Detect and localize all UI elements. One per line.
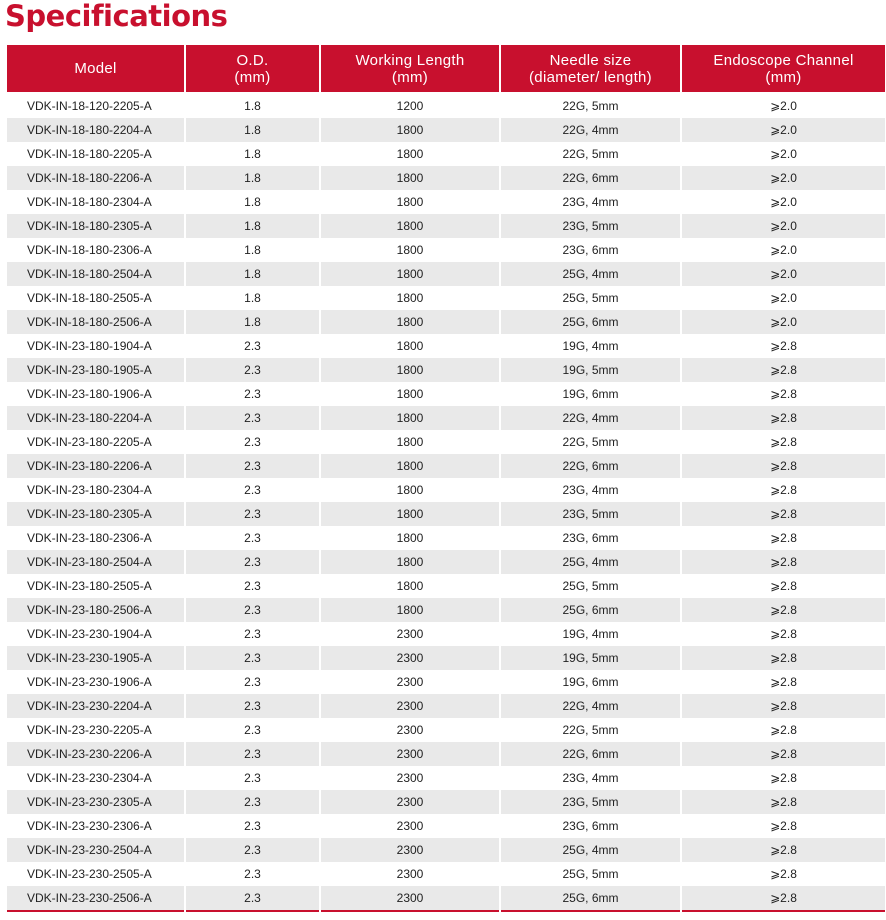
- cell-needle-size: 22G, 6mm: [501, 454, 680, 478]
- cell-od: 2.3: [186, 622, 319, 646]
- table-row: [7, 94, 885, 118]
- table-row: [7, 862, 885, 886]
- cell-od: 2.3: [186, 814, 319, 838]
- cell-working-length: 1800: [321, 526, 499, 550]
- cell-model: VDK-IN-23-230-1905-A: [7, 646, 184, 670]
- cell-endoscope-channel: ⩾2.8: [682, 670, 885, 694]
- cell-working-length: 1800: [321, 478, 499, 502]
- cell-working-length: 1800: [321, 406, 499, 430]
- cell-od: 2.3: [186, 862, 319, 886]
- table-row: [7, 790, 885, 814]
- cell-od: 2.3: [186, 718, 319, 742]
- cell-endoscope-channel: ⩾2.8: [682, 454, 885, 478]
- cell-working-length: 1800: [321, 118, 499, 142]
- table-row: [7, 358, 885, 382]
- cell-needle-size: 19G, 4mm: [501, 622, 680, 646]
- cell-endoscope-channel: ⩾2.8: [682, 718, 885, 742]
- cell-model: VDK-IN-23-180-2505-A: [7, 574, 184, 598]
- cell-endoscope-channel: ⩾2.8: [682, 886, 885, 912]
- cell-model: VDK-IN-23-180-1904-A: [7, 334, 184, 358]
- cell-od: 2.3: [186, 574, 319, 598]
- cell-model: VDK-IN-23-230-2505-A: [7, 862, 184, 886]
- cell-needle-size: 19G, 6mm: [501, 382, 680, 406]
- cell-od: 2.3: [186, 646, 319, 670]
- cell-working-length: 2300: [321, 742, 499, 766]
- cell-endoscope-channel: ⩾2.8: [682, 862, 885, 886]
- cell-od: 1.8: [186, 190, 319, 214]
- cell-model: VDK-IN-18-180-2504-A: [7, 262, 184, 286]
- header-endoscope-channel-label: Endoscope Channel: [713, 51, 854, 69]
- header-working-length-unit: (mm): [391, 68, 429, 86]
- header-od-label: O.D.: [236, 51, 269, 69]
- cell-model: VDK-IN-23-230-1904-A: [7, 622, 184, 646]
- cell-od: 1.8: [186, 214, 319, 238]
- cell-od: 1.8: [186, 118, 319, 142]
- cell-model: VDK-IN-18-180-2506-A: [7, 310, 184, 334]
- cell-od: 2.3: [186, 406, 319, 430]
- cell-working-length: 2300: [321, 766, 499, 790]
- cell-od: 1.8: [186, 94, 319, 118]
- cell-endoscope-channel: ⩾2.8: [682, 766, 885, 790]
- table-row: [7, 310, 885, 334]
- cell-needle-size: 25G, 4mm: [501, 262, 680, 286]
- table-row: [7, 646, 885, 670]
- cell-od: 2.3: [186, 838, 319, 862]
- cell-model: VDK-IN-23-230-2304-A: [7, 766, 184, 790]
- header-needle-size-unit: (diameter/ length): [529, 68, 652, 86]
- cell-od: 1.8: [186, 166, 319, 190]
- cell-endoscope-channel: ⩾2.0: [682, 238, 885, 262]
- cell-od: 1.8: [186, 142, 319, 166]
- cell-needle-size: 19G, 4mm: [501, 334, 680, 358]
- cell-model: VDK-IN-23-180-1905-A: [7, 358, 184, 382]
- cell-model: VDK-IN-18-180-2505-A: [7, 286, 184, 310]
- spec-table: [5, 45, 886, 912]
- cell-working-length: 2300: [321, 862, 499, 886]
- cell-model: VDK-IN-23-230-1906-A: [7, 670, 184, 694]
- cell-working-length: 1800: [321, 334, 499, 358]
- cell-endoscope-channel: ⩾2.0: [682, 262, 885, 286]
- cell-model: VDK-IN-23-230-2306-A: [7, 814, 184, 838]
- cell-od: 1.8: [186, 286, 319, 310]
- table-row: [7, 238, 885, 262]
- cell-endoscope-channel: ⩾2.8: [682, 622, 885, 646]
- table-row: [7, 502, 885, 526]
- cell-needle-size: 25G, 4mm: [501, 550, 680, 574]
- cell-od: 2.3: [186, 766, 319, 790]
- page-title: Specifications: [5, 0, 228, 33]
- table-row: [7, 742, 885, 766]
- cell-endoscope-channel: ⩾2.0: [682, 94, 885, 118]
- table-row: [7, 550, 885, 574]
- cell-model: VDK-IN-23-230-2506-A: [7, 886, 184, 912]
- cell-working-length: 1800: [321, 502, 499, 526]
- cell-working-length: 2300: [321, 814, 499, 838]
- header-endoscope-channel: [682, 45, 885, 94]
- cell-needle-size: 25G, 4mm: [501, 838, 680, 862]
- cell-endoscope-channel: ⩾2.8: [682, 814, 885, 838]
- cell-model: VDK-IN-23-180-1906-A: [7, 382, 184, 406]
- cell-model: VDK-IN-18-120-2205-A: [7, 94, 184, 118]
- cell-od: 1.8: [186, 310, 319, 334]
- table-body: [7, 94, 885, 912]
- cell-working-length: 1800: [321, 550, 499, 574]
- cell-od: 2.3: [186, 334, 319, 358]
- table-row: [7, 454, 885, 478]
- table-row: [7, 526, 885, 550]
- cell-endoscope-channel: ⩾2.8: [682, 790, 885, 814]
- table-row: [7, 334, 885, 358]
- cell-od: 2.3: [186, 382, 319, 406]
- cell-model: VDK-IN-23-180-2306-A: [7, 526, 184, 550]
- cell-model: VDK-IN-23-180-2504-A: [7, 550, 184, 574]
- cell-endoscope-channel: ⩾2.0: [682, 166, 885, 190]
- cell-needle-size: 25G, 5mm: [501, 574, 680, 598]
- cell-needle-size: 22G, 4mm: [501, 406, 680, 430]
- cell-working-length: 1800: [321, 310, 499, 334]
- cell-needle-size: 23G, 5mm: [501, 214, 680, 238]
- cell-working-length: 2300: [321, 886, 499, 912]
- cell-working-length: 1800: [321, 598, 499, 622]
- cell-model: VDK-IN-23-180-2304-A: [7, 478, 184, 502]
- cell-model: VDK-IN-23-180-2206-A: [7, 454, 184, 478]
- cell-od: 2.3: [186, 742, 319, 766]
- cell-needle-size: 23G, 5mm: [501, 502, 680, 526]
- cell-endoscope-channel: ⩾2.8: [682, 598, 885, 622]
- cell-endoscope-channel: ⩾2.8: [682, 358, 885, 382]
- cell-endoscope-channel: ⩾2.0: [682, 310, 885, 334]
- cell-needle-size: 22G, 5mm: [501, 94, 680, 118]
- cell-endoscope-channel: ⩾2.8: [682, 550, 885, 574]
- table-row: [7, 478, 885, 502]
- cell-needle-size: 25G, 5mm: [501, 286, 680, 310]
- table-row: [7, 886, 885, 912]
- header-needle-size: [501, 45, 680, 94]
- cell-model: VDK-IN-23-230-2206-A: [7, 742, 184, 766]
- cell-needle-size: 22G, 5mm: [501, 718, 680, 742]
- cell-working-length: 2300: [321, 646, 499, 670]
- cell-needle-size: 19G, 6mm: [501, 670, 680, 694]
- cell-endoscope-channel: ⩾2.8: [682, 574, 885, 598]
- table-row: [7, 430, 885, 454]
- table-row: [7, 190, 885, 214]
- cell-od: 2.3: [186, 694, 319, 718]
- cell-needle-size: 25G, 6mm: [501, 310, 680, 334]
- cell-working-length: 1200: [321, 94, 499, 118]
- cell-working-length: 2300: [321, 622, 499, 646]
- table-row: [7, 214, 885, 238]
- cell-working-length: 2300: [321, 670, 499, 694]
- cell-od: 2.3: [186, 526, 319, 550]
- cell-working-length: 1800: [321, 454, 499, 478]
- cell-working-length: 1800: [321, 358, 499, 382]
- table-header-row: [7, 45, 885, 94]
- cell-od: 1.8: [186, 262, 319, 286]
- cell-model: VDK-IN-23-230-2504-A: [7, 838, 184, 862]
- cell-od: 2.3: [186, 430, 319, 454]
- cell-endoscope-channel: ⩾2.0: [682, 118, 885, 142]
- table-row: [7, 382, 885, 406]
- cell-od: 2.3: [186, 598, 319, 622]
- cell-od: 1.8: [186, 238, 319, 262]
- header-working-length-label: Working Length: [355, 51, 465, 69]
- table-row: [7, 694, 885, 718]
- cell-model: VDK-IN-23-180-2205-A: [7, 430, 184, 454]
- cell-needle-size: 23G, 6mm: [501, 814, 680, 838]
- cell-needle-size: 23G, 4mm: [501, 478, 680, 502]
- cell-needle-size: 22G, 5mm: [501, 142, 680, 166]
- cell-model: VDK-IN-23-230-2305-A: [7, 790, 184, 814]
- cell-needle-size: 19G, 5mm: [501, 358, 680, 382]
- cell-endoscope-channel: ⩾2.8: [682, 334, 885, 358]
- cell-endoscope-channel: ⩾2.0: [682, 286, 885, 310]
- cell-needle-size: 22G, 4mm: [501, 118, 680, 142]
- header-od-unit: (mm): [234, 68, 271, 86]
- cell-endoscope-channel: ⩾2.0: [682, 190, 885, 214]
- cell-working-length: 1800: [321, 430, 499, 454]
- cell-working-length: 1800: [321, 262, 499, 286]
- cell-endoscope-channel: ⩾2.0: [682, 214, 885, 238]
- cell-needle-size: 23G, 6mm: [501, 238, 680, 262]
- cell-needle-size: 22G, 6mm: [501, 166, 680, 190]
- cell-working-length: 1800: [321, 166, 499, 190]
- cell-model: VDK-IN-18-180-2206-A: [7, 166, 184, 190]
- cell-endoscope-channel: ⩾2.8: [682, 502, 885, 526]
- cell-od: 2.3: [186, 670, 319, 694]
- cell-model: VDK-IN-18-180-2204-A: [7, 118, 184, 142]
- cell-od: 2.3: [186, 886, 319, 912]
- cell-model: VDK-IN-23-180-2305-A: [7, 502, 184, 526]
- table-row: [7, 574, 885, 598]
- cell-needle-size: 25G, 6mm: [501, 598, 680, 622]
- table-row: [7, 718, 885, 742]
- cell-working-length: 2300: [321, 790, 499, 814]
- table-row: [7, 166, 885, 190]
- cell-needle-size: 19G, 5mm: [501, 646, 680, 670]
- cell-needle-size: 23G, 5mm: [501, 790, 680, 814]
- cell-needle-size: 23G, 4mm: [501, 766, 680, 790]
- cell-working-length: 1800: [321, 214, 499, 238]
- cell-working-length: 2300: [321, 718, 499, 742]
- cell-endoscope-channel: ⩾2.8: [682, 838, 885, 862]
- table-row: [7, 622, 885, 646]
- header-model: [7, 45, 184, 94]
- cell-working-length: 1800: [321, 142, 499, 166]
- cell-needle-size: 22G, 5mm: [501, 430, 680, 454]
- cell-endoscope-channel: ⩾2.8: [682, 478, 885, 502]
- cell-working-length: 2300: [321, 838, 499, 862]
- cell-needle-size: 23G, 4mm: [501, 190, 680, 214]
- table-row: [7, 814, 885, 838]
- cell-working-length: 2300: [321, 694, 499, 718]
- cell-od: 2.3: [186, 478, 319, 502]
- cell-endoscope-channel: ⩾2.8: [682, 646, 885, 670]
- header-endoscope-channel-unit: (mm): [765, 68, 802, 86]
- cell-needle-size: 25G, 6mm: [501, 886, 680, 912]
- table-row: [7, 406, 885, 430]
- cell-od: 2.3: [186, 790, 319, 814]
- cell-working-length: 1800: [321, 382, 499, 406]
- cell-working-length: 1800: [321, 238, 499, 262]
- cell-od: 2.3: [186, 358, 319, 382]
- header-od: [186, 45, 319, 94]
- table-row: [7, 142, 885, 166]
- cell-endoscope-channel: ⩾2.0: [682, 142, 885, 166]
- cell-model: VDK-IN-23-180-2506-A: [7, 598, 184, 622]
- cell-needle-size: 25G, 5mm: [501, 862, 680, 886]
- cell-od: 2.3: [186, 454, 319, 478]
- cell-needle-size: 22G, 4mm: [501, 694, 680, 718]
- cell-endoscope-channel: ⩾2.8: [682, 382, 885, 406]
- cell-od: 2.3: [186, 550, 319, 574]
- cell-working-length: 1800: [321, 574, 499, 598]
- table-row: [7, 766, 885, 790]
- cell-working-length: 1800: [321, 286, 499, 310]
- cell-endoscope-channel: ⩾2.8: [682, 526, 885, 550]
- cell-model: VDK-IN-23-230-2205-A: [7, 718, 184, 742]
- cell-od: 2.3: [186, 502, 319, 526]
- table-row: [7, 838, 885, 862]
- header-model-label: Model: [74, 60, 117, 77]
- cell-working-length: 1800: [321, 190, 499, 214]
- cell-model: VDK-IN-23-180-2204-A: [7, 406, 184, 430]
- table-row: [7, 262, 885, 286]
- table-row: [7, 286, 885, 310]
- table-row: [7, 118, 885, 142]
- cell-model: VDK-IN-18-180-2306-A: [7, 238, 184, 262]
- table-row: [7, 598, 885, 622]
- cell-model: VDK-IN-18-180-2205-A: [7, 142, 184, 166]
- cell-endoscope-channel: ⩾2.8: [682, 742, 885, 766]
- table-row: [7, 670, 885, 694]
- cell-needle-size: 22G, 6mm: [501, 742, 680, 766]
- cell-model: VDK-IN-23-230-2204-A: [7, 694, 184, 718]
- header-needle-size-label: Needle size: [549, 51, 632, 69]
- cell-endoscope-channel: ⩾2.8: [682, 694, 885, 718]
- cell-needle-size: 23G, 6mm: [501, 526, 680, 550]
- cell-model: VDK-IN-18-180-2305-A: [7, 214, 184, 238]
- header-working-length: [321, 45, 499, 94]
- cell-endoscope-channel: ⩾2.8: [682, 430, 885, 454]
- cell-endoscope-channel: ⩾2.8: [682, 406, 885, 430]
- cell-model: VDK-IN-18-180-2304-A: [7, 190, 184, 214]
